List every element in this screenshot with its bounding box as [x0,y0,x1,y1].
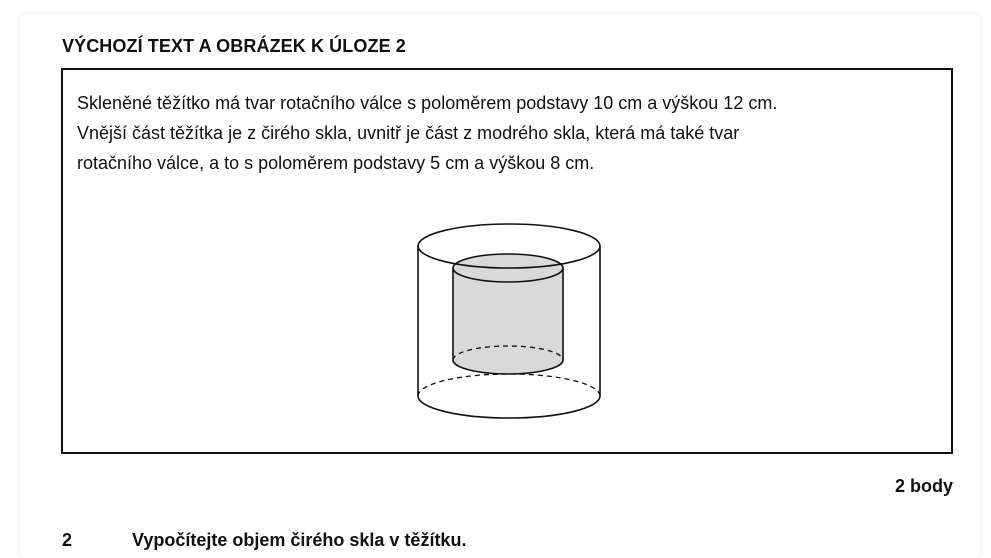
intro-text [77,88,947,178]
intro-line-2: Vnější část těžítka je z čirého skla, uvnitř je část z modrého skla, která má také tvar [77,123,740,143]
points-label: 2 body [894,476,953,496]
intro-line-3: rotačního válce, a to s poloměrem podstavy 5 cm a výškou 8 cm. [77,153,595,173]
inner-cylinder-fill [453,268,563,374]
section-heading: VÝCHOZÍ TEXT A OBRÁZEK K ÚLOZE 2 [62,36,406,56]
inner-cylinder [453,254,563,374]
outer-cylinder-bottom-back [418,374,600,396]
task-question: Vypočítejte objem čirého skla v těžítku. [132,530,467,550]
intro-box [61,68,953,454]
paperweight-figure [416,222,602,422]
intro-line-1: Skleněné těžítko má tvar rotačního válce s poloměrem podstavy 10 cm a výškou 12 cm. [77,93,778,113]
outer-cylinder-bottom-front [418,396,600,418]
task-number: 2 [62,530,73,550]
